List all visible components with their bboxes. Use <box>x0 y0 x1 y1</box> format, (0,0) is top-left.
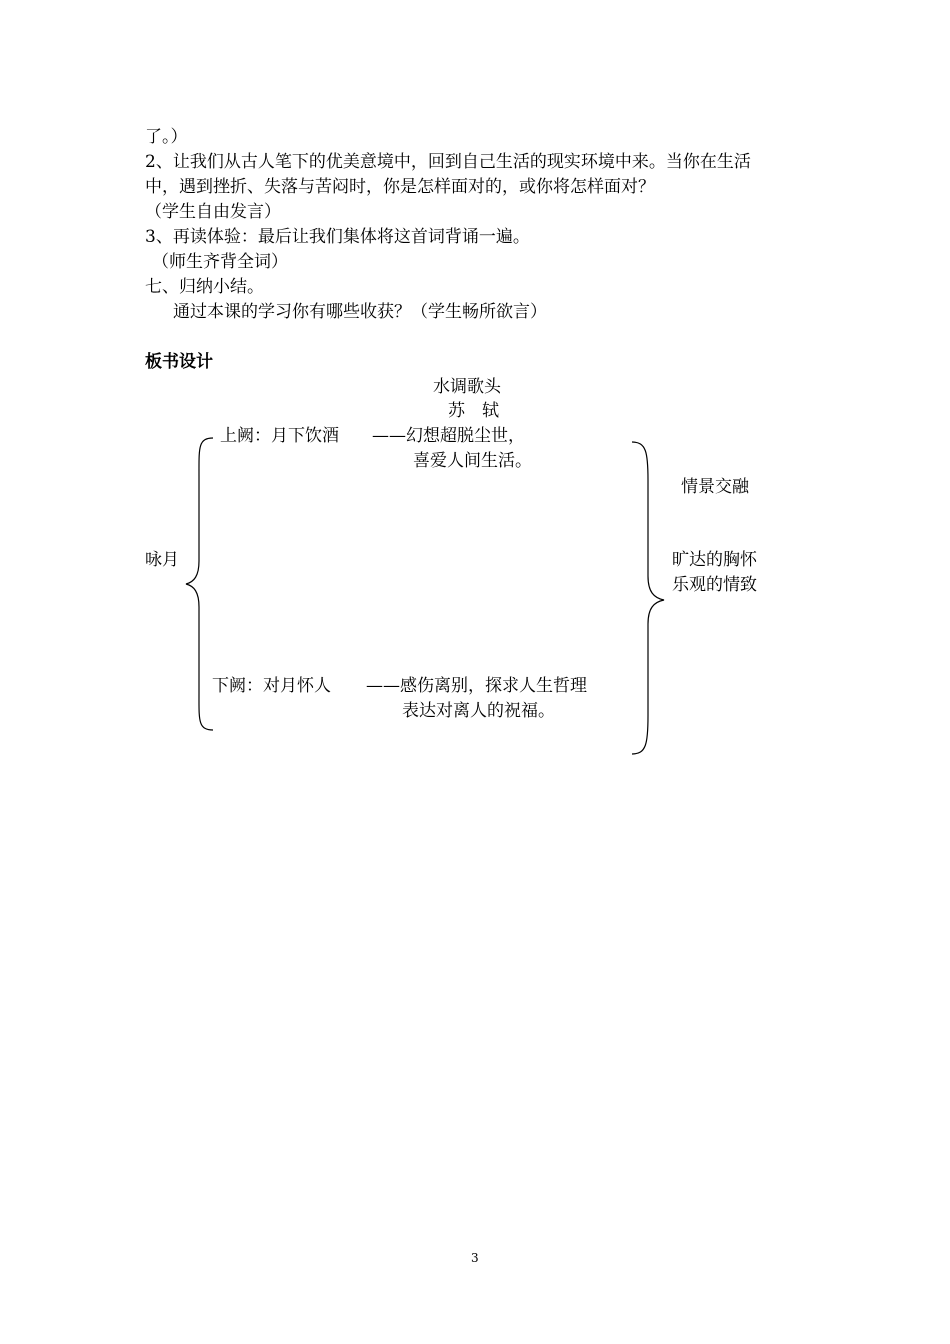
lower-theme-line1: ——感伤离别，探求人生哲理 <box>366 676 587 696</box>
lower-label: 下阙：对月怀人 <box>212 676 331 696</box>
right-line-2: 旷达的胸怀 <box>672 550 757 570</box>
page-number: 3 <box>471 1251 479 1265</box>
upper-theme-line1: ——幻想超脱尘世， <box>372 426 525 446</box>
body-line-6: （师生齐背全词） <box>152 252 288 272</box>
body-line-4: （学生自由发言） <box>145 202 281 222</box>
board-title: 水调歌头 <box>433 377 501 397</box>
left-label: 咏月 <box>145 550 179 570</box>
body-line-5: 3、再读体验：最后让我们集体将这首词背诵一遍。 <box>145 227 530 247</box>
upper-theme-line2: 喜爱人间生活。 <box>413 451 532 471</box>
body-line-2: 2、让我们从古人笔下的优美意境中，回到自己生活的现实环境中来。当你在生活 <box>145 152 751 172</box>
upper-label: 上阙：月下饮酒 <box>220 426 339 446</box>
body-line-3: 中，遇到挫折、失落与苦闷时，你是怎样面对的，或你将怎样面对？ <box>145 177 655 197</box>
body-line-7: 七、归纳小结。 <box>145 277 264 297</box>
lower-theme-line2: 表达对离人的祝福。 <box>402 701 555 721</box>
board-heading: 板书设计 <box>145 352 213 372</box>
body-line-1: 了。） <box>145 127 188 147</box>
right-brace-icon <box>628 440 668 756</box>
left-brace-icon <box>180 436 216 732</box>
right-line-3: 乐观的情致 <box>672 575 757 595</box>
body-line-8: 通过本课的学习你有哪些收获？（学生畅所欲言） <box>173 302 547 322</box>
right-line-1: 情景交融 <box>681 477 749 497</box>
board-author: 苏 轼 <box>448 401 499 421</box>
